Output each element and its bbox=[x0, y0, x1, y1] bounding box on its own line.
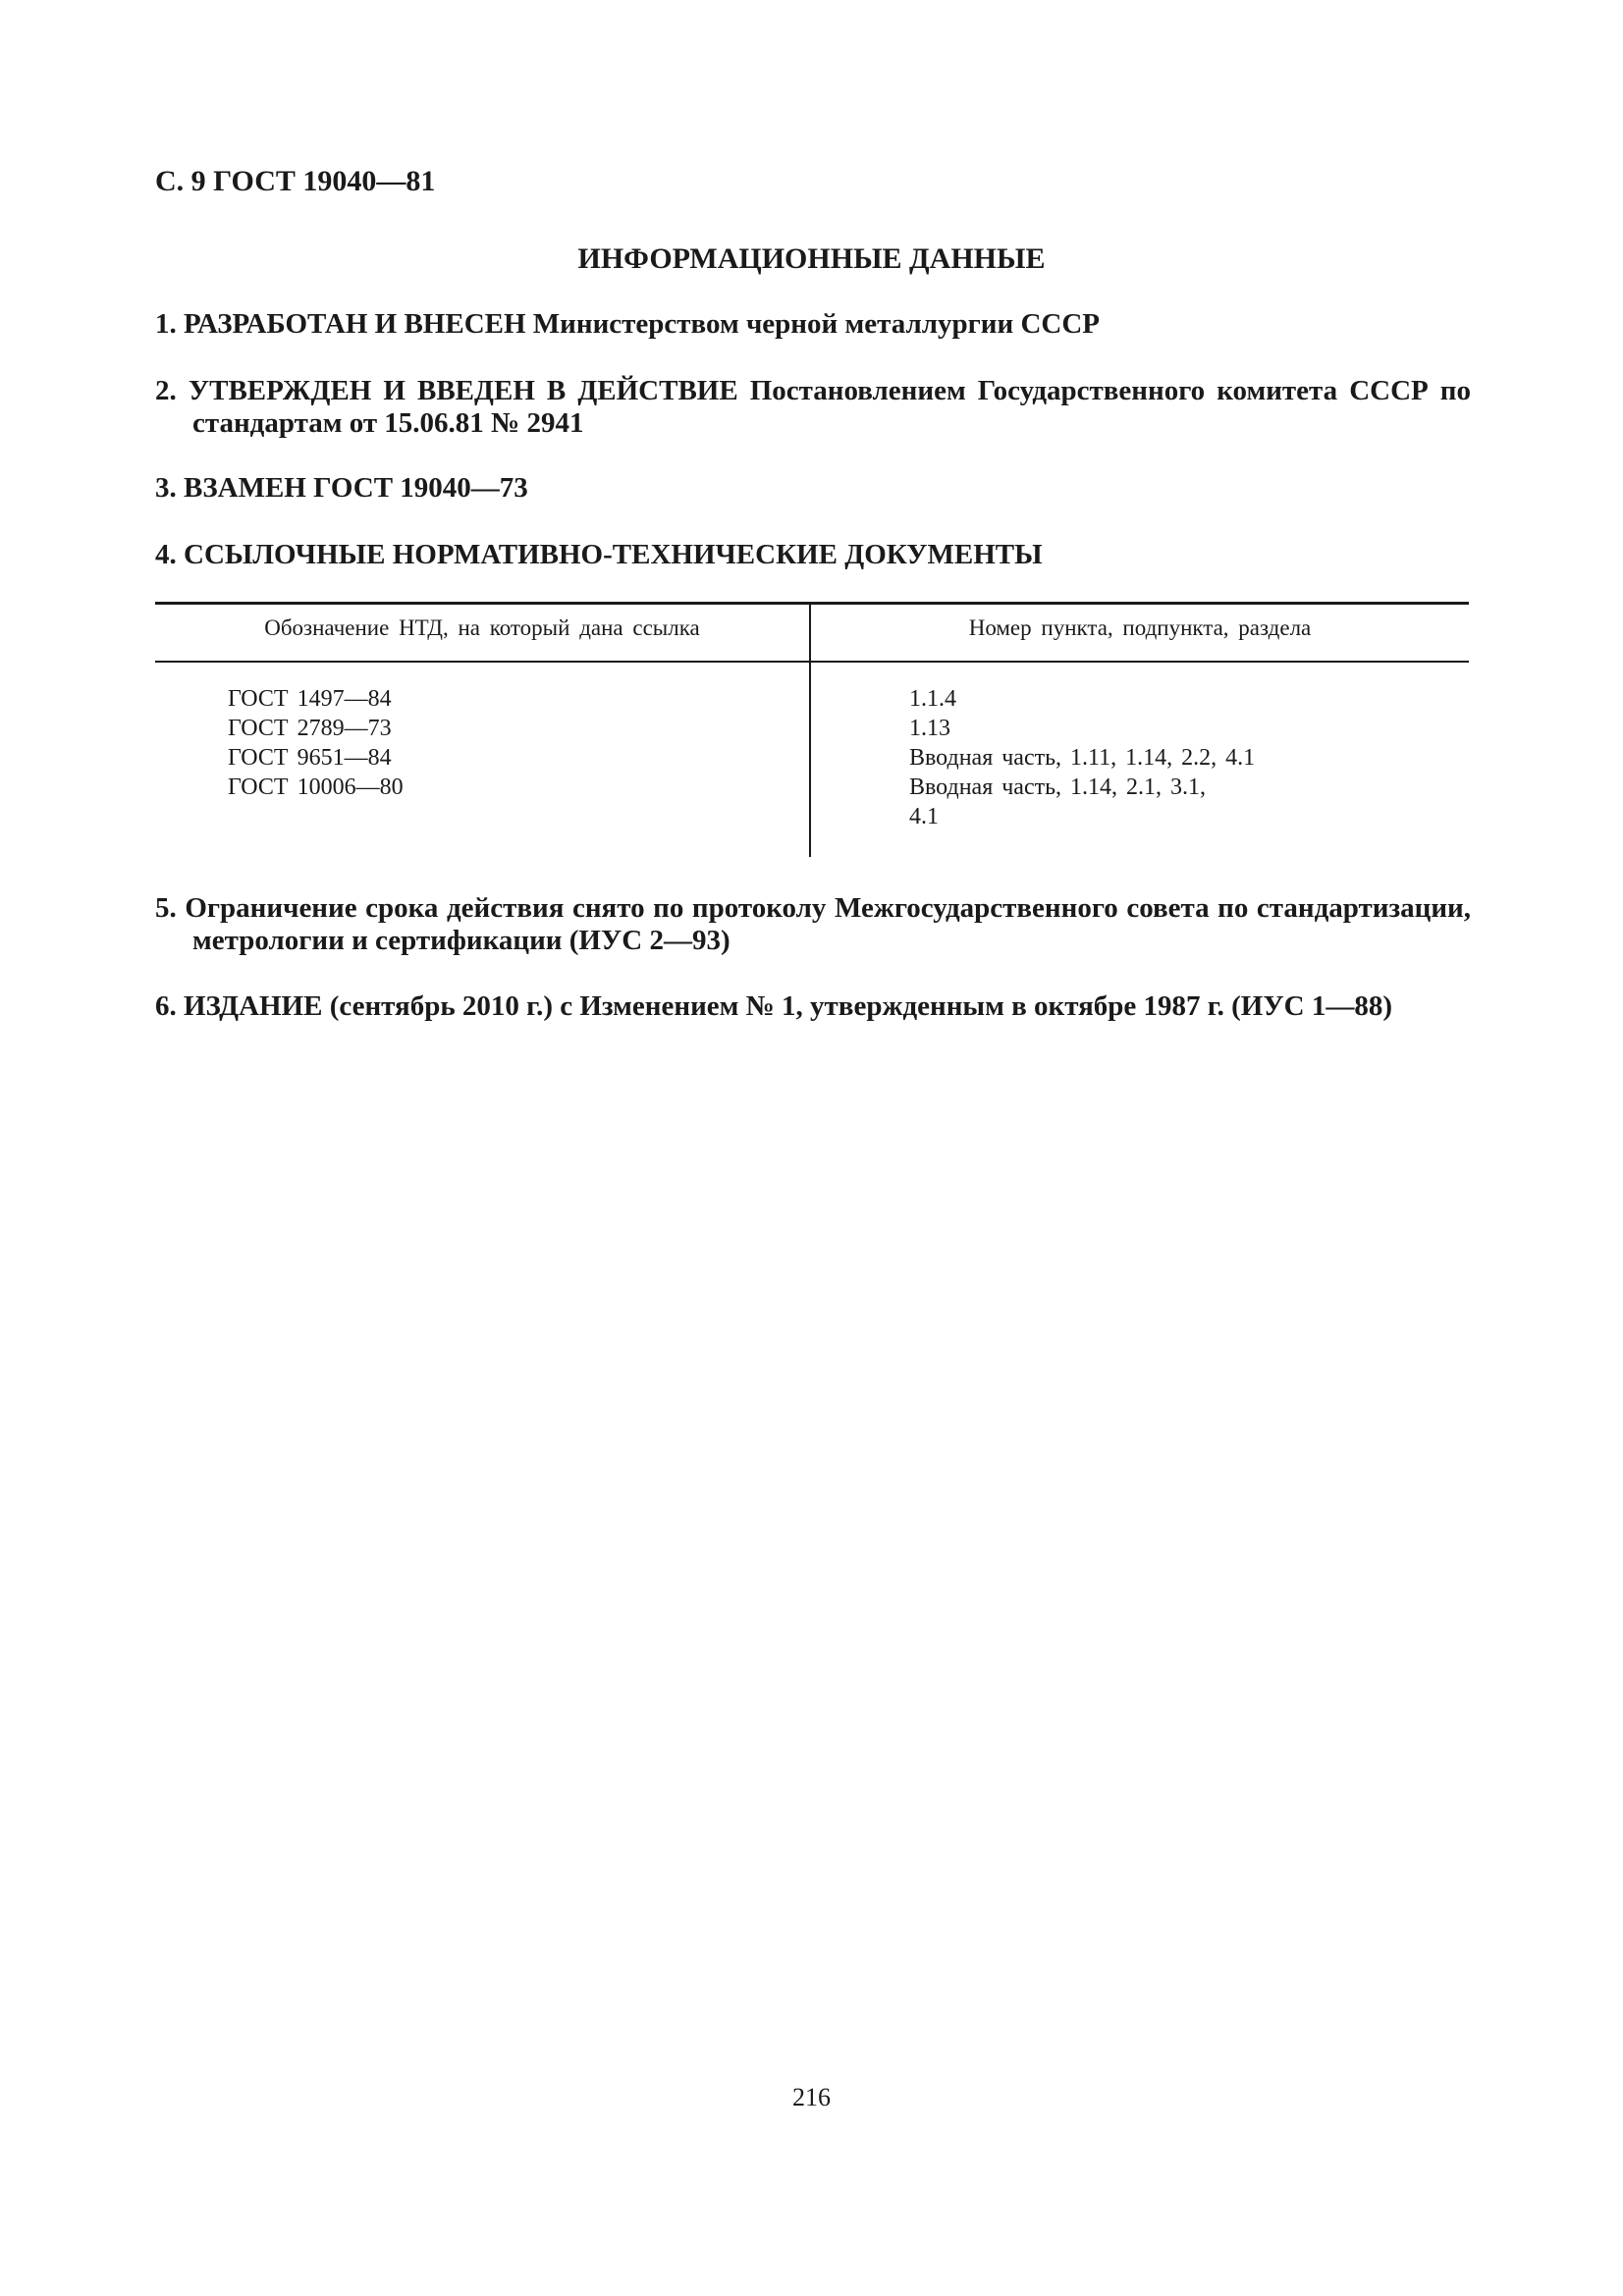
item-text: ВЗАМЕН ГОСТ 19040—73 bbox=[184, 472, 528, 504]
page-number: 216 bbox=[792, 2083, 831, 2111]
item-text: ИЗДАНИЕ (сентябрь 2010 г.) с Изменением № 1, утвержденным в октябре 1987 г. (ИУС 1—88) bbox=[184, 990, 1392, 1022]
item-text: ССЫЛОЧНЫЕ НОРМАТИВНО-ТЕХНИЧЕСКИЕ ДОКУМЕНТЫ bbox=[184, 539, 1043, 570]
item-number: 2. bbox=[155, 375, 177, 406]
table-header-doc: Обозначение НТД, на который дана ссылка bbox=[264, 615, 700, 640]
item-number: 4. bbox=[155, 539, 177, 570]
table-header-rule bbox=[155, 661, 1469, 663]
item-line bbox=[155, 892, 1471, 925]
table-column-docs bbox=[228, 684, 404, 802]
item-text: УТВЕРЖДЕН И ВВЕДЕН В ДЕЙСТВИЕ Постановлением Государственного комитета СССР по bbox=[188, 375, 1471, 406]
table-header-ref: Номер пункта, подпункта, раздела bbox=[968, 615, 1312, 640]
table-cell-doc: ГОСТ 1497—84 bbox=[228, 686, 392, 712]
table-top-rule bbox=[155, 602, 1469, 605]
info-item-6 bbox=[155, 990, 1471, 1023]
info-item-4 bbox=[155, 539, 1471, 571]
item-text: Ограничение срока действия снято по протоколу Межгосударственного совета по стандартизации, bbox=[185, 892, 1472, 924]
item-number: 5. bbox=[155, 892, 177, 924]
table-cell-ref: Вводная часть, 1.11, 1.14, 2.2, 4.1 bbox=[909, 745, 1256, 771]
table-cell-ref: 1.13 bbox=[909, 716, 950, 741]
table-cell-doc: ГОСТ 9651—84 bbox=[228, 745, 392, 771]
table-column-refs bbox=[909, 684, 1255, 831]
page-header: С. 9 ГОСТ 19040—81 bbox=[155, 165, 436, 197]
references-table bbox=[155, 602, 1469, 857]
item-text: РАЗРАБОТАН И ВНЕСЕН Министерством черной металлургии СССР bbox=[184, 308, 1100, 340]
table-cell-ref-continued: 4.1 bbox=[909, 804, 939, 829]
info-item-2 bbox=[155, 375, 1471, 440]
item-line bbox=[155, 375, 1471, 407]
table-cell-doc: ГОСТ 10006—80 bbox=[228, 774, 404, 800]
table-cell-doc: ГОСТ 2789—73 bbox=[228, 716, 392, 741]
table-cell-ref: 1.1.4 bbox=[909, 686, 956, 712]
info-item-5 bbox=[155, 892, 1471, 957]
item-text-continued: метрологии и сертификации (ИУС 2—93) bbox=[192, 925, 730, 956]
table-column-divider bbox=[809, 604, 811, 857]
table-cell-ref: Вводная часть, 1.14, 2.1, 3.1, bbox=[909, 774, 1207, 800]
item-text-continued: стандартам от 15.06.81 № 2941 bbox=[192, 407, 584, 439]
item-number: 1. bbox=[155, 308, 177, 340]
item-number: 3. bbox=[155, 472, 177, 504]
item-number: 6. bbox=[155, 990, 177, 1022]
section-title: ИНФОРМАЦИОННЫЕ ДАННЫЕ bbox=[577, 242, 1046, 275]
info-item-3 bbox=[155, 472, 1471, 505]
info-item-1 bbox=[155, 308, 1471, 341]
